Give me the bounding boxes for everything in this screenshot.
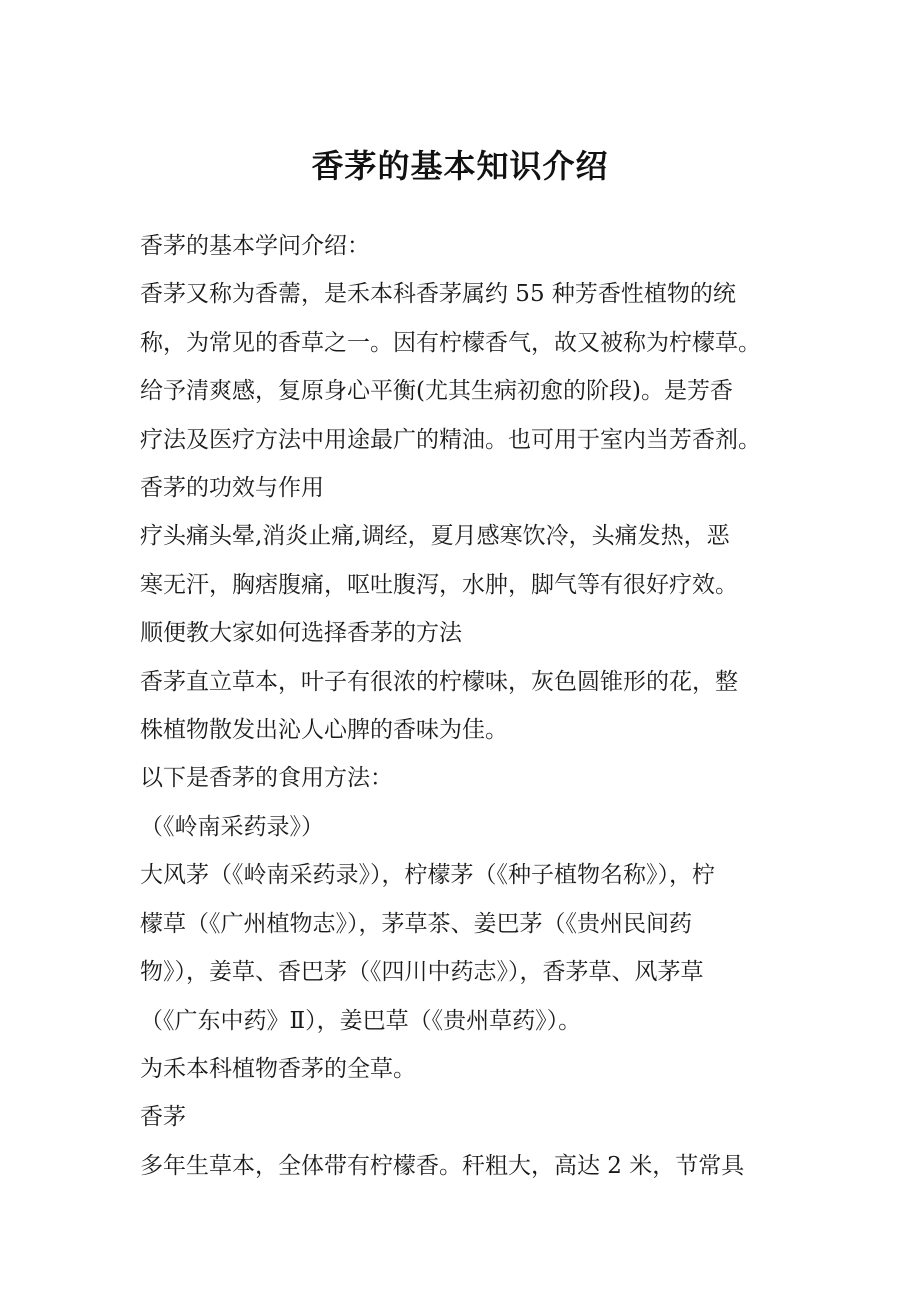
text-line: 物》），姜草、香巴茅（《四川中药志》），香茅草、风茅草 [140,959,704,986]
text-line: 香茅又称为香薷，是禾本科香茅属约 55 种芳香性植物的统 [140,281,736,308]
section-heading: 香茅 [140,1104,186,1131]
document-body [140,222,800,1190]
section-heading: 以下是香茅的食用方法： [140,765,393,792]
text-line: 株植物散发出沁人心脾的香味为佳。 [140,717,508,744]
section-heading: 香茅的功效与作用 [140,475,324,502]
text-line: 香茅的基本学问介绍： [140,233,370,259]
text-line: 檬草（《广州植物志》），茅草茶、姜巴茅（《贵州民间药 [140,910,692,937]
text-line: 大风茅（《岭南采药录》），柠檬茅（《种子植物名称》），柠 [140,862,715,889]
text-line: 香茅直立草本，叶子有很浓的柠檬味，灰色圆锥形的花，整 [140,668,738,695]
text-line: （《岭南采药录》） [140,813,324,840]
text-line: （《广东中药》Ⅱ），姜巴草（《贵州草药》）。 [140,1007,582,1034]
text-line: 疗法及医疗方法中用途最广的精油。也可用于室内当芳香剂。 [140,426,761,453]
text-line: 称，为常见的香草之一。因有柠檬香气，故又被称为柠檬草。 [140,329,761,356]
text-line: 疗头痛头晕,消炎止痛,调经，夏月感寒饮冷，头痛发热，恶 [140,523,730,550]
page-title: 香茅的基本知识介绍 [311,147,609,185]
section-heading: 顺便教大家如何选择香茅的方法 [140,620,462,647]
text-line: 寒无汗，胸痞腹痛，呕吐腹泻，水肿，脚气等有很好疗效。 [140,571,738,598]
text-line: 给予清爽感，复原身心平衡(尤其生病初愈的阶段)。是芳香 [140,378,733,405]
text-line: 多年生草本，全体带有柠檬香。秆粗大，高达 2 米，节常具 [140,1152,745,1179]
text-line: 为禾本科植物香茅的全草。 [140,1055,416,1082]
